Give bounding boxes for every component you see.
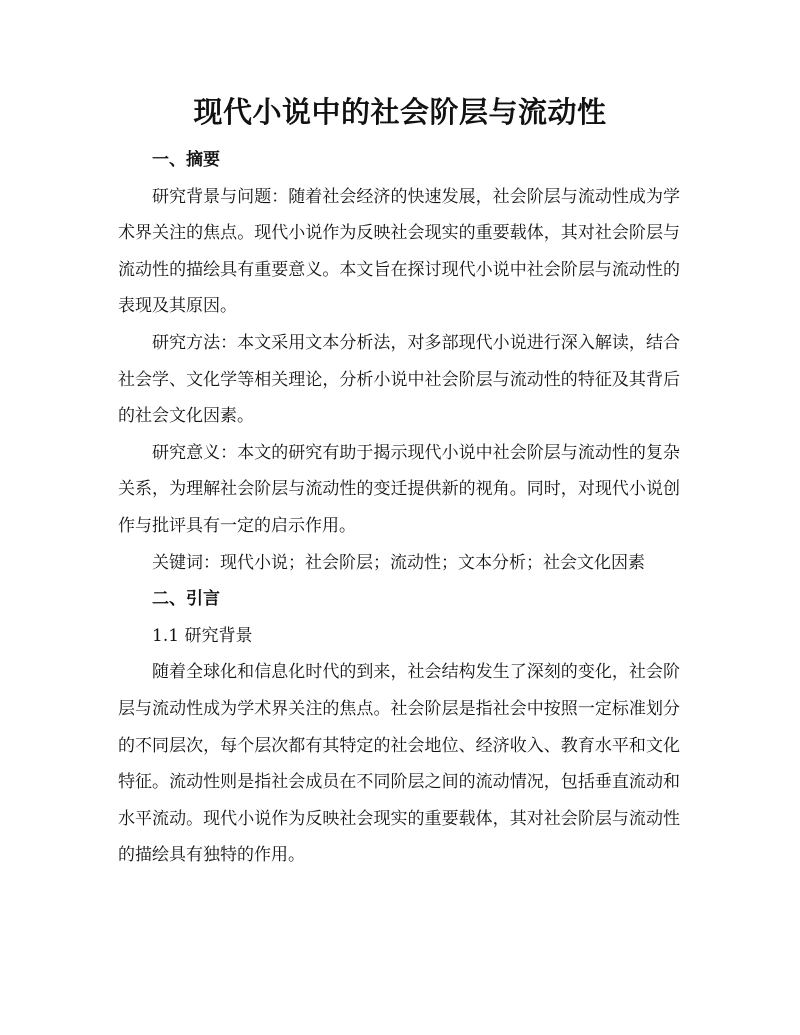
subsection-heading-background: 1.1 研究背景: [152, 625, 253, 646]
abstract-method-paragraph: 研究方法：本文采用文本分析法，对多部现代小说进行深入解读，结合社会学、文化学等相关理论，分析小说中社会阶层与流动性的特征及其背后的社会文化因素。: [118, 332, 680, 427]
paper-title: 现代小说中的社会阶层与流动性: [193, 95, 607, 129]
abstract-significance-paragraph: 研究意义：本文的研究有助于揭示现代小说中社会阶层与流动性的复杂关系，为理解社会阶层与流动性的变迁提供新的视角。同时，对现代小说创作与批评具有一定的启示作用。: [118, 442, 680, 536]
section-heading-introduction: 二、引言: [152, 589, 220, 610]
section-heading-abstract: 一、摘要: [152, 150, 220, 170]
abstract-background-paragraph: 研究背景与问题：随着社会经济的快速发展，社会阶层与流动性成为学术界关注的焦点。现代小说作为反映社会现实的重要载体，其对社会阶层与流动性的描绘具有重要意义。本文旨在探讨现代小说中社会阶层与流动性的表现及其原因。: [118, 186, 680, 317]
paper-body: [118, 142, 680, 874]
keywords-paragraph: 关键词：现代小说；社会阶层；流动性；文本分析；社会文化因素: [152, 552, 645, 573]
introduction-background-paragraph: 随着全球化和信息化时代的到来，社会结构发生了深刻的变化，社会阶层与流动性成为学术界关注的焦点。社会阶层是指社会中按照一定标准划分的不同层次，每个层次都有其特定的社会地位、经济收入、教育水平和文化特征。流动性则是指社会成员在不同阶层之间的流动情况，包括垂直流动和水平流动。现代小说作为反映社会现实的重要载体，其对社会阶层与流动性的描绘具有独特的作用。: [118, 662, 680, 866]
